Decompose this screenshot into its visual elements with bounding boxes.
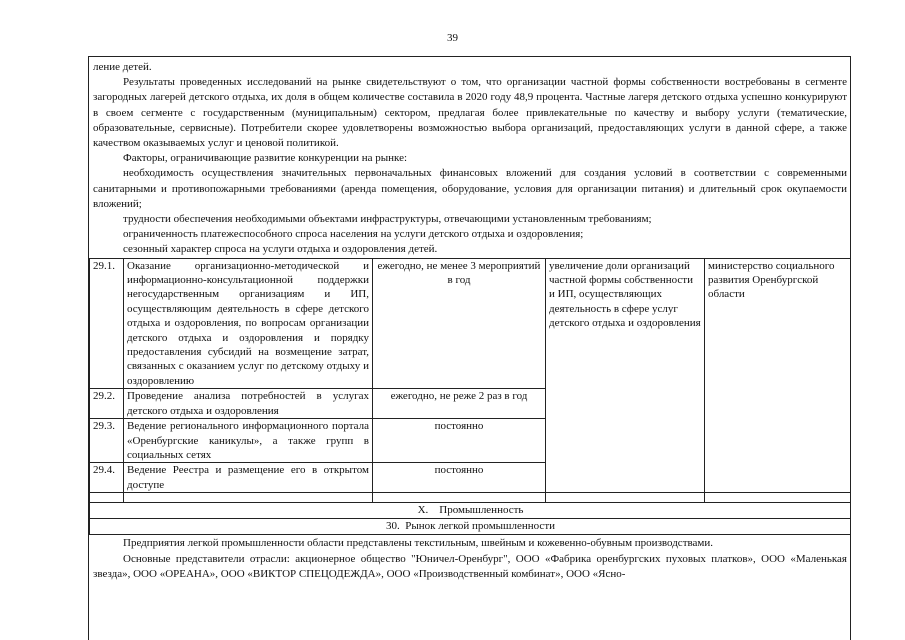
term-cell: ежегодно, не менее 3 мероприятий в год xyxy=(373,258,546,389)
empty-cell xyxy=(90,493,124,503)
section-30-title: 30. Рынок легкой промышленности xyxy=(385,520,556,533)
action-cell: Оказание организационно-методической и информационно-консультационной поддержки негосударственным организациям и ИП, осуществляющим деятельность в сфере детского отдыха и оздоровления, по вопросам организации детского отдыха и оздоровления и порядку предоставления субсидий на возмещение затрат, связанных с оказанием услуг по детскому отдыху и оздоровлению xyxy=(124,258,373,389)
row-number: 29.2. xyxy=(90,389,124,419)
intro-paragraph: Факторы, ограничивающие развитие конкуренции на рынке: xyxy=(123,152,408,165)
intro-text xyxy=(89,57,850,258)
intro-paragraph: трудности обеспечения необходимыми объектами инфраструктуры, отвечающими установленным требованиям; xyxy=(123,213,652,226)
intro-paragraph: сезонный характер спроса на услуги отдыха и оздоровления детей. xyxy=(123,243,438,256)
intro-paragraph: Результаты проведенных исследований на рынке свидетельствуют о том, что организации частной формы собственности востребованы в сегменте загородных лагерей детского отдыха, их доля в общем количестве составила в 2020 году 48,9 процента. Частные лагеря детского отдыха успешно конкурируют в своем сегменте с государственным (муниципальным) сектором, предлагая более привлекательные по качеству и выбору услуги (тематические, образовательные, сервисные). Потребители скорее удовлетворены возможностью выбора организаций, предоставляющих услуги в данной сфере, а также качеством оказываемых услуг и ценовой политикой. xyxy=(93,76,847,150)
empty-cell xyxy=(373,493,546,503)
table-row xyxy=(90,258,852,389)
intro-paragraph: необходимость осуществления значительных первоначальных финансовых вложений для создания условий в соответствии с современными санитарными и противопожарными требованиями (аренда помещения, оборудование, условия для организации питания) и длительный срок окупаемости вложений; xyxy=(93,167,847,210)
result-cell: увеличение доли организаций частной формы собственности и ИП, осуществляющих деятельность в сфере услуг детского отдыха и оздоровления xyxy=(546,258,705,493)
document-frame xyxy=(88,56,851,640)
term-cell: ежегодно, не реже 2 раз в год xyxy=(373,389,546,419)
table-row-empty xyxy=(90,493,852,503)
term-cell: постоянно xyxy=(373,419,546,463)
page-number: 39 xyxy=(447,32,458,44)
row-number: 29.1. xyxy=(90,258,124,389)
outro-paragraph: Основные представители отрасли: акционерное общество "Юничел-Оренбург", ООО «Фабрика оренбургских пуховых платков», ООО «Маленькая звезда», ООО «ОРЕАНА», ООО «ВИКТОР СПЕЦОДЕЖДА», ООО «Производственный комбинат», ООО «Ясно- xyxy=(93,552,847,580)
empty-cell xyxy=(124,493,373,503)
section-x-title: X. Промышленность xyxy=(417,504,524,517)
executor-cell: министерство социального развития Оренбургской области xyxy=(705,258,852,493)
term-cell: постоянно xyxy=(373,463,546,493)
intro-paragraph: ление детей. xyxy=(93,61,152,73)
outro-text xyxy=(89,535,850,582)
intro-paragraph: ограниченность платежеспособного спроса населения на услуги детского отдыха и оздоровления; xyxy=(123,228,584,241)
section-row xyxy=(90,519,852,535)
outro-paragraph: Предприятия легкой промышленности области представлены текстильным, швейным и кожевенно-обувным производствами. xyxy=(123,537,714,550)
action-cell: Ведение регионального информационного портала «Оренбургские каникулы», а также групп в социальных сетях xyxy=(124,419,373,463)
section-heading xyxy=(90,519,852,535)
row-number: 29.4. xyxy=(90,463,124,493)
section-row xyxy=(90,503,852,519)
empty-cell xyxy=(546,493,705,503)
row-number: 29.3. xyxy=(90,419,124,463)
empty-cell xyxy=(705,493,852,503)
action-cell: Ведение Реестра и размещение его в открытом доступе xyxy=(124,463,373,493)
section-heading xyxy=(90,503,852,519)
action-cell: Проведение анализа потребностей в услугах детского отдыха и оздоровления xyxy=(124,389,373,419)
measures-table xyxy=(89,258,851,536)
